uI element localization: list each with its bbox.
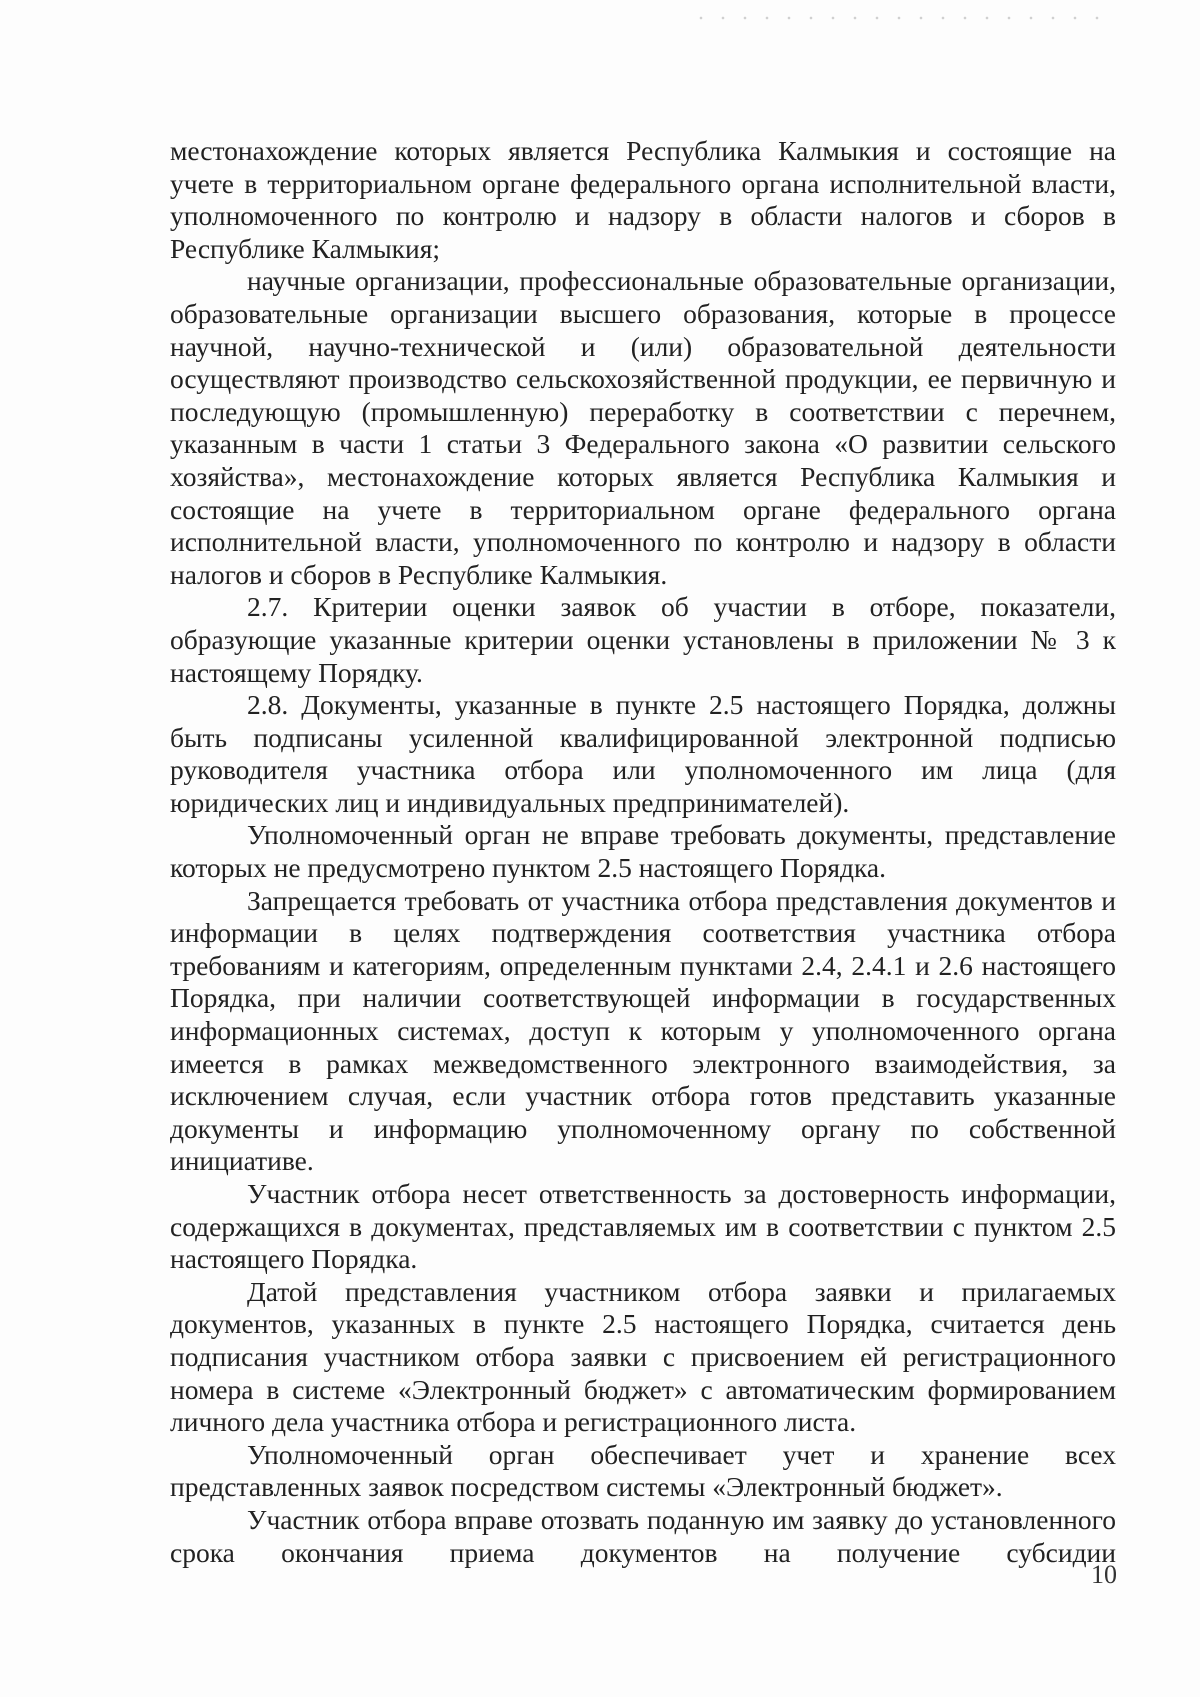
paragraph: Участник отбора вправе отозвать поданную им заявку до установленного срока окончания приема документов на получение субсидии bbox=[170, 1503, 1116, 1568]
paragraph: 2.8. Документы, указанные в пункте 2.5 настоящего Порядка, должны быть подписаны усиленной квалифицированной электронной подписью руководителя участника отбора или уполномоченного им лица (для юридических лиц и индивидуальных предпринимателей). bbox=[170, 689, 1116, 818]
document-body bbox=[170, 135, 1116, 1569]
paragraph: Участник отбора несет ответственность за достоверность информации, содержащихся в документах, представляемых им в соответствии с пунктом 2.5 настоящего Порядка. bbox=[170, 1178, 1116, 1275]
paragraph: 2.7. Критерии оценки заявок об участии в отборе, показатели, образующие указанные критерии оценки установлены в приложении № 3 к настоящему Порядку. bbox=[170, 591, 1116, 688]
scan-artifact bbox=[690, 14, 1110, 22]
paragraph: научные организации, профессиональные образовательные организации, образовательные организации высшего образования, которые в процессе научной, научно-технической и (или) образовательной деятельности осуществляют производство сельскохозяйственной продукции, ее первичную и последующую (промышленную) переработку в соответствии с перечнем, указанным в части 1 статьи 3 Федерального закона «О развитии сельского хозяйства», местонахождение которых является Республика Калмыкия и состоящие на учете в территориальном органе федерального органа исполнительной власти, уполномоченного по контролю и надзору в области налогов и сборов в Республике Калмыкия. bbox=[170, 265, 1116, 590]
paragraph: Датой представления участником отбора заявки и прилагаемых документов, указанных в пункте 2.5 настоящего Порядка, считается день подписания участником отбора заявки с присвоением ей регистрационного номера в системе «Электронный бюджет» с автоматическим формированием личного дела участника отбора и регистрационного листа. bbox=[170, 1275, 1116, 1438]
paragraph: Уполномоченный орган обеспечивает учет и хранение всех представленных заявок посредством системы «Электронный бюджет». bbox=[170, 1438, 1116, 1503]
paragraph: Запрещается требовать от участника отбора представления документов и информации в целях подтверждения соответствия участника отбора требованиям и категориям, определенным пунктами 2.4, 2.4.1 и 2.6 настоящего Порядка, при наличии соответствующей информации в государственных информационных системах, доступ к которым у уполномоченного органа имеется в рамках межведомственного электронного взаимодействия, за исключением случая, если участник отбора готов представить указанные документы и информацию уполномоченному органу по собственной инициативе. bbox=[170, 884, 1116, 1177]
paragraph: местонахождение которых является Республика Калмыкия и состоящие на учете в территориальном органе федерального органа исполнительной власти, уполномоченного по контролю и надзору в области налогов и сборов в Республике Калмыкия; bbox=[170, 135, 1116, 264]
page-number: 10 bbox=[1091, 1560, 1117, 1589]
paragraph: Уполномоченный орган не вправе требовать документы, представление которых не предусмотрено пунктом 2.5 настоящего Порядка. bbox=[170, 819, 1116, 884]
